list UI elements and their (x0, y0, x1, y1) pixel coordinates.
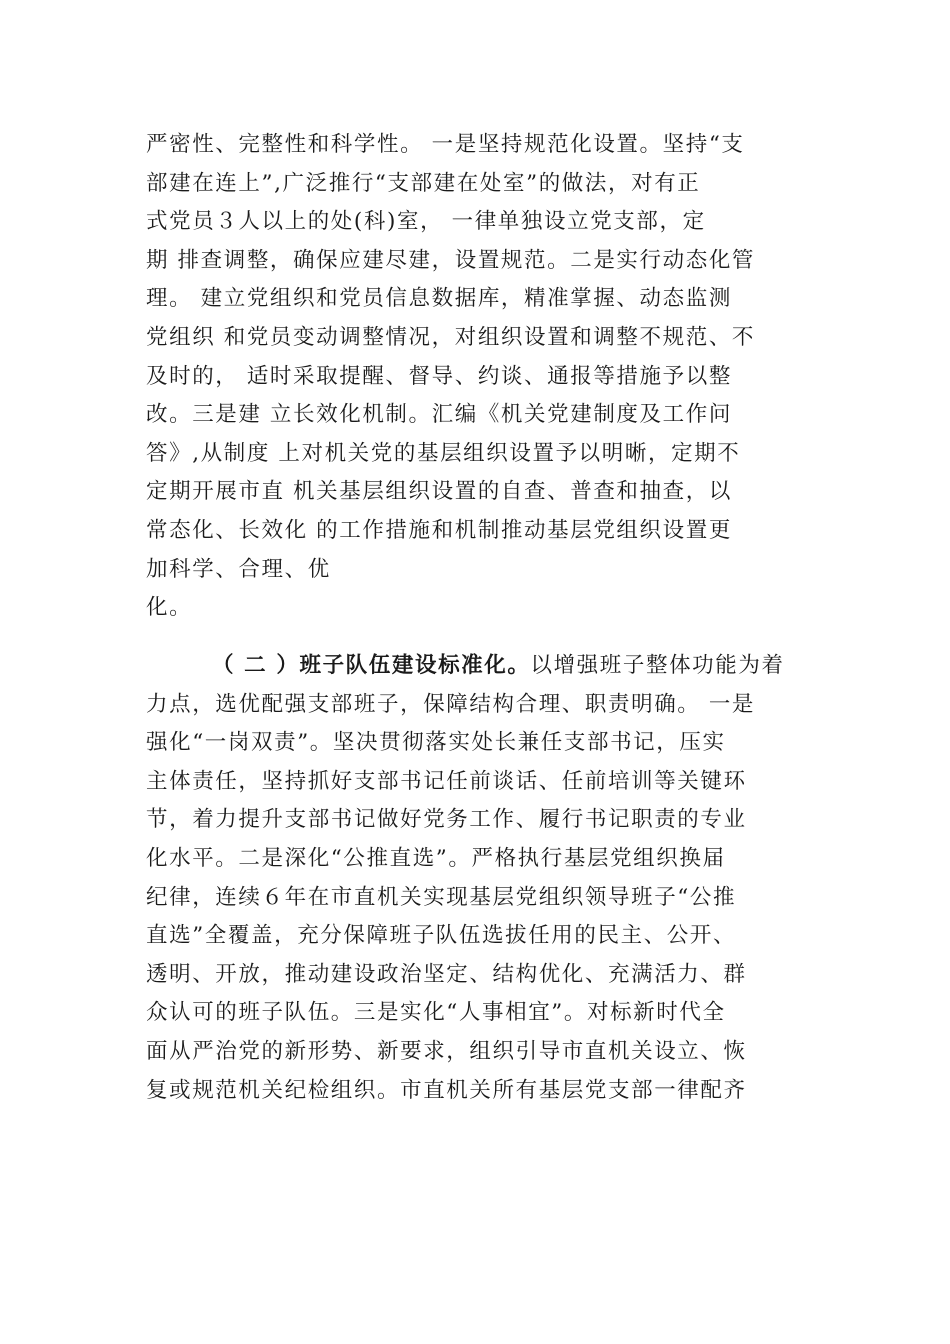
text-line: 透明、开放，推动建设政治坚定、结构优化、充满活力、群 (146, 961, 747, 987)
text-line: 常态化、长效化 的工作措施和机制推动基层党组织设置更 (146, 517, 732, 543)
text-line: 部建在连上”,广泛推行“支部建在处室”的做法，对有正 (146, 170, 701, 196)
text-line: 复或规范机关纪检组织。市直机关所有基层党支部一律配齐 (146, 1077, 747, 1103)
text-line: 众认可的班子队伍。三是实化“人事相宜”。对标新时代全 (146, 1000, 726, 1026)
text-line: 党组织 和党员变动调整情况，对组织设置和调整不规范、不 (146, 324, 756, 350)
text-line: 化水平。二是深化“公推直选”。严格执行基层党组织换届 (146, 845, 726, 871)
text-line: 期 排查调整，确保应建尽建，设置规范。二是实行动态化管 (146, 247, 756, 273)
paragraph-2-first-line (146, 647, 816, 686)
section-heading: （ 二 ）班子队伍建设标准化。 (212, 653, 531, 678)
text-line: 定期开展市直 机关基层组织设置的自查、普查和抽查，以 (146, 479, 732, 505)
text-line: 加科学、合理、优 (146, 556, 331, 582)
text-line: 主体责任，坚持抓好支部书记任前谈话、任前培训等关键环 (146, 768, 747, 794)
text-line: 答》,从制度 上对机关党的基层组织设置予以明晰，定期不 (146, 440, 741, 466)
text-line: 直选”全覆盖，充分保障班子队伍选拔任用的民主、公开、 (146, 923, 737, 949)
text-line: 纪律，连续６年在市直机关实现基层党组织领导班子“公推 (146, 884, 737, 910)
text-line: 理。 建立党组织和党员信息数据库，精准掌握、动态监测 (146, 286, 732, 312)
text-line: 改。三是建 立长效化机制。汇编《机关党建制度及工作问 (146, 402, 732, 428)
paragraph-1 (146, 126, 816, 628)
text-line: 化。 (146, 595, 193, 621)
text-line: 力点，选优配强支部班子，保障结构合理、职责明确。 一是 (146, 691, 756, 717)
text-line: 面从严治党的新形势、新要求，组织引导市直机关设立、恢 (146, 1038, 747, 1064)
text-line: 及时的， 适时采取提醒、督导、约谈、通报等措施予以整 (146, 363, 732, 389)
text-line: 节，着力提升支部书记做好党务工作、履行书记职责的专业 (146, 807, 747, 833)
text-line-segment: 以增强班子整体功能为着 (530, 653, 785, 678)
text-line: 式党员３人以上的处(科)室， 一律单独设立党支部，定 (146, 209, 706, 235)
text-line: 强化“一岗双责”。坚决贯彻落实处长兼任支部书记，压实 (146, 730, 726, 756)
text-line: 严密性、完整性和科学性。 一是坚持规范化设置。坚持“支 (146, 132, 745, 157)
paragraph-2 (146, 647, 816, 1110)
